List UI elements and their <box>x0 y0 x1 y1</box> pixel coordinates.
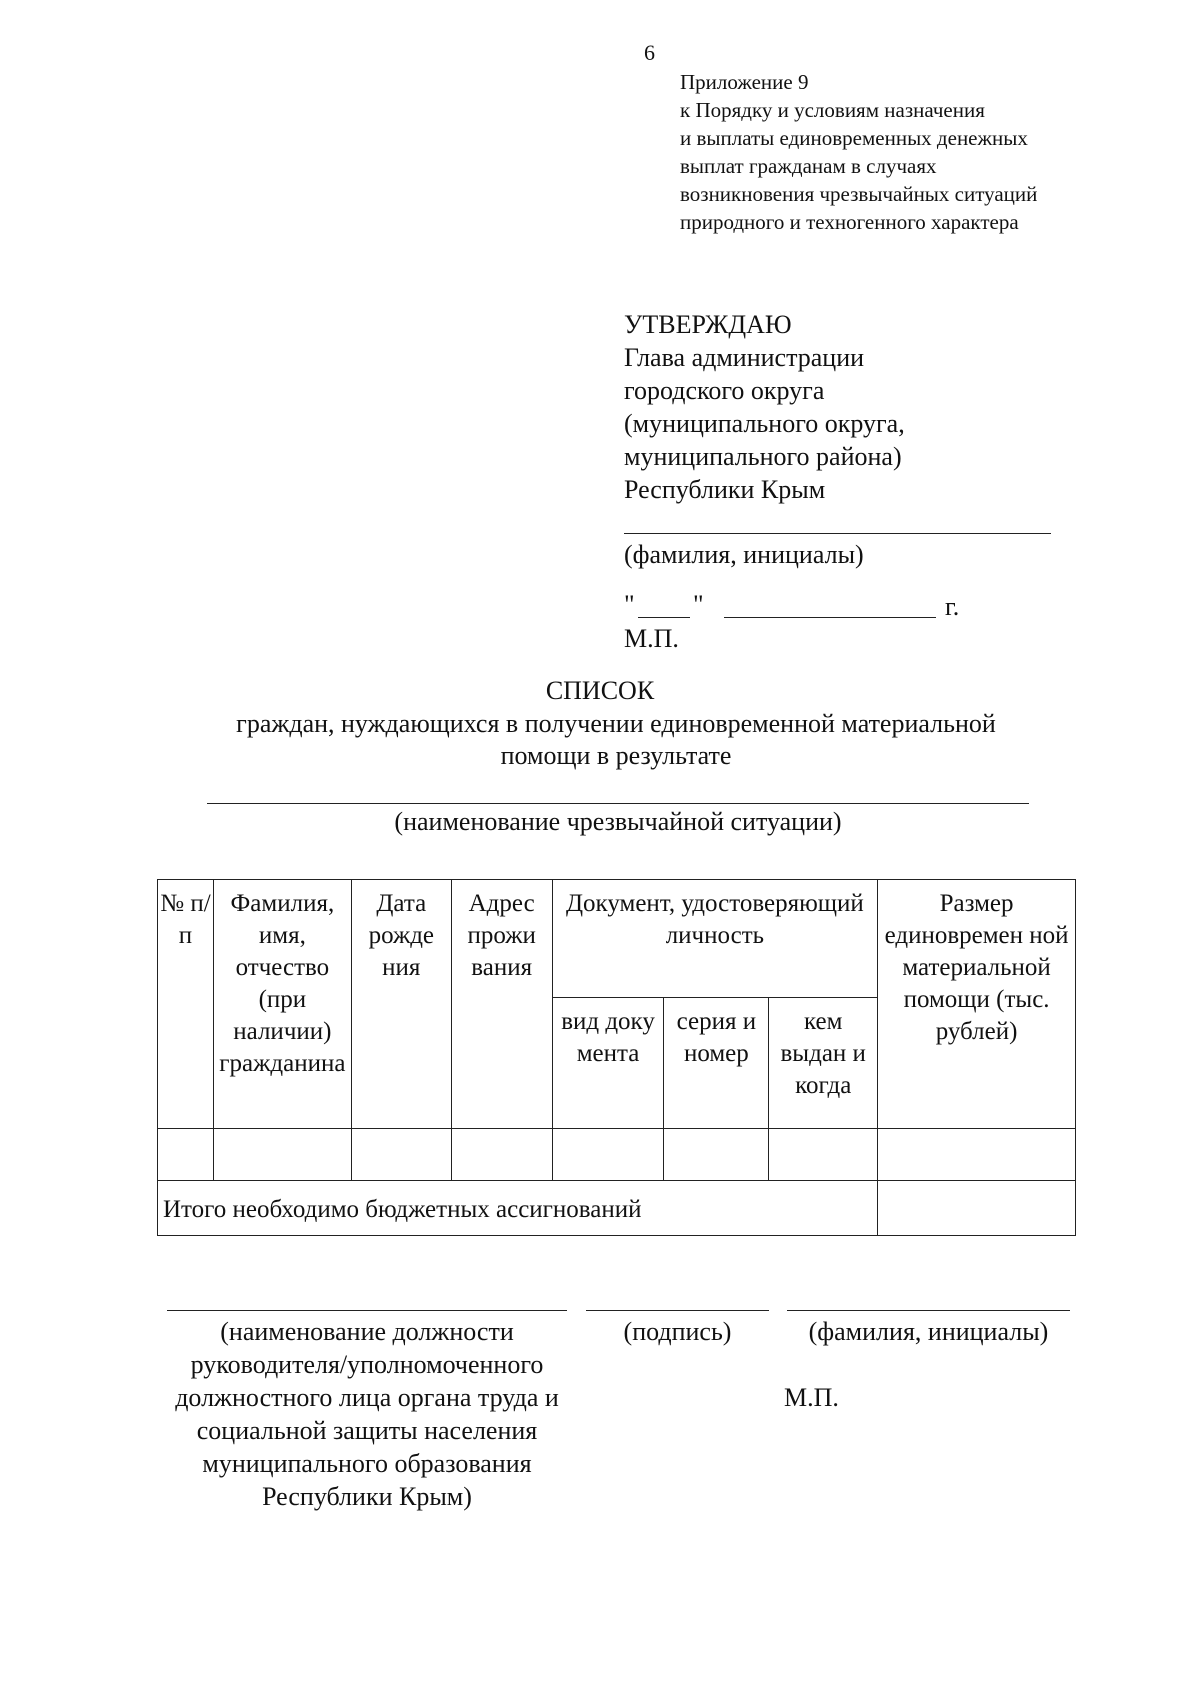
situation-caption: (наименование чрезвычайной ситуации) <box>394 807 842 836</box>
situation-line <box>207 803 1029 804</box>
approval-line: Республики Крым <box>624 475 826 504</box>
appendix-line: природного и техногенного характера <box>680 210 1019 234</box>
approval-line: Глава администрации <box>624 343 865 372</box>
header-document: Документ, удостоверяющий личность <box>552 880 878 998</box>
citizens-table <box>157 879 1076 1236</box>
approval-line: городского округа <box>624 376 825 405</box>
header-doc-type: вид доку мента <box>552 998 664 1129</box>
appendix-line: выплат гражданам в случаях <box>680 154 937 178</box>
approval-block <box>624 308 905 506</box>
header-doc-series: серия и номер <box>664 998 769 1129</box>
header-amount: Размер единовремен ной материальной помощи (тыс. рублей) <box>878 880 1076 1129</box>
appendix-line: Приложение 9 <box>680 70 809 94</box>
signature-line <box>586 1310 769 1311</box>
total-value-cell <box>878 1181 1076 1236</box>
date-month-line <box>724 617 936 618</box>
title-subtitle-line1: граждан, нуждающихся в получении единовременной материальной <box>236 709 996 738</box>
table-cell <box>552 1129 664 1181</box>
title-subtitle-line2: помощи в результате <box>500 741 732 770</box>
header-doc-issued: кем выдан и когда <box>769 998 878 1129</box>
date-open-quote: " <box>624 590 635 619</box>
header-fio: Фамилия, имя, отчество (при наличии) гражданина <box>213 880 351 1129</box>
date-day-line <box>638 617 690 618</box>
name-line <box>787 1310 1070 1311</box>
approval-name-line <box>624 533 1051 534</box>
header-num: № п/п <box>158 880 214 1129</box>
appendix-reference <box>680 68 1037 236</box>
document-title: СПИСОК <box>545 676 655 705</box>
page-number: 6 <box>644 40 655 65</box>
table-cell <box>769 1129 878 1181</box>
approval-name-caption: (фамилия, инициалы) <box>624 540 864 569</box>
table-cell <box>878 1129 1076 1181</box>
date-year-suffix: г. <box>945 592 960 621</box>
appendix-line: к Порядку и условиям назначения <box>680 98 985 122</box>
total-row <box>158 1181 1076 1236</box>
approval-heading: УТВЕРЖДАЮ <box>624 310 792 339</box>
header-address: Адрес прожи вания <box>451 880 552 1129</box>
table-row <box>158 1129 1076 1181</box>
approval-line: муниципального района) <box>624 442 902 471</box>
total-label: Итого необходимо бюджетных ассигнований <box>158 1181 878 1236</box>
signature-seal: М.П. <box>784 1383 839 1412</box>
table-cell <box>351 1129 451 1181</box>
position-caption: (наименование должности руководителя/уполномоченного должностного лица органа труда и социальной защиты населения муниципального образования Республики Крым) <box>175 1317 559 1511</box>
approval-line: (муниципального округа, <box>624 409 905 438</box>
appendix-line: и выплаты единовременных денежных <box>680 126 1028 150</box>
approval-seal: М.П. <box>624 624 679 653</box>
signature-caption: (подпись) <box>623 1317 732 1346</box>
date-close-quote: " <box>693 590 704 619</box>
signatory-name-caption: (фамилия, инициалы) <box>808 1317 1049 1346</box>
table-cell <box>664 1129 769 1181</box>
header-birth: Дата рожде ния <box>351 880 451 1129</box>
table-cell <box>158 1129 214 1181</box>
table-cell <box>451 1129 552 1181</box>
appendix-line: возникновения чрезвычайных ситуаций <box>680 182 1038 206</box>
table-cell <box>213 1129 351 1181</box>
position-line <box>167 1310 567 1311</box>
